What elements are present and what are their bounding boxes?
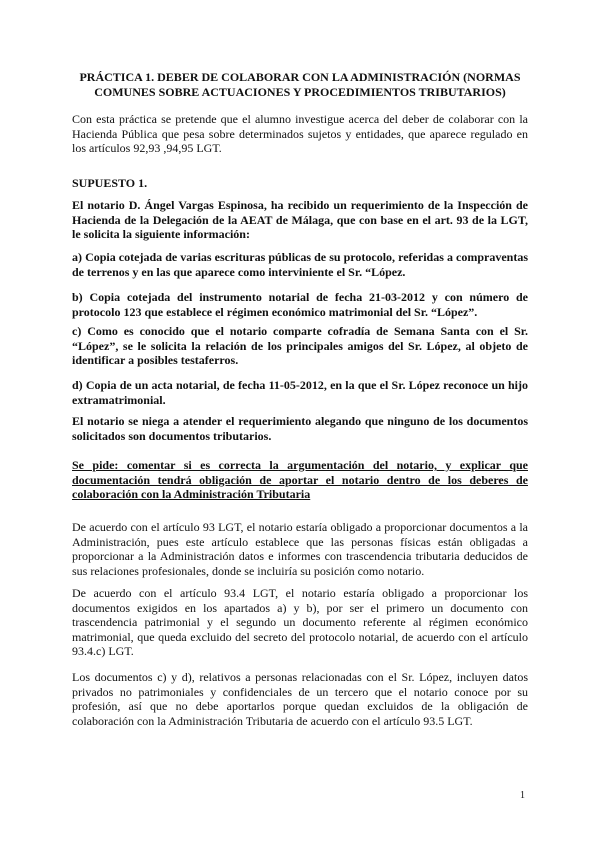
document-title: PRÁCTICA 1. DEBER DE COLABORAR CON LA ADMINISTRACIÓN (NORMAS COMUNES SOBRE ACTUACIONES Y PROCEDIMIENTOS TRIBUTARIOS) bbox=[79, 70, 521, 99]
answer-paragraph-2: De acuerdo con el artículo 93.4 LGT, el notario estaría obligado a proporcionar los documentos exigidos en los apartados a) y b), por ser el primero un documento con trascendencia patrimonial y el segundo un documento referente al régimen económico matrimonial, que queda excluido del secreto del protocolo notarial, de acuerdo con el artículo 93.4.c) LGT. bbox=[72, 586, 528, 658]
answer-paragraph-1: De acuerdo con el artículo 93 LGT, el notario estaría obligado a proporcionar documentos a la Administración, pues este artículo establece que las personas físicas están obligadas a proporcionar a la Administración datos e informes con trascendencia tributaria deducidos de sus relaciones profesionales, donde se incluiría su posición como notario. bbox=[72, 520, 528, 578]
item-d: d) Copia de un acta notarial, de fecha 11-05-2012, en la que el Sr. López reconoce un hijo extramatrimonial. bbox=[72, 378, 528, 407]
question-paragraph: Se pide: comentar si es correcta la argumentación del notario, y explicar que documentación tendrá obligación de aportar el notario dentro de los deberes de colaboración con la Administración Tributaria bbox=[72, 458, 528, 501]
answer-paragraph-3: Los documentos c) y d), relativos a personas relacionadas con el Sr. López, incluyen datos privados no patrimoniales y confidenciales de un tercero que el notario conoce por su profesión, así que no debe aportarlos porque quedan excluidos de la obligación de colaboración con la Administración Tributaria de acuerdo con el artículo 93.5 LGT. bbox=[72, 670, 528, 728]
item-b: b) Copia cotejada del instrumento notarial de fecha 21-03-2012 y con número de protocolo 123 que establece el régimen económico matrimonial del Sr. “López”. bbox=[72, 290, 528, 319]
item-a: a) Copia cotejada de varias escrituras públicas de su protocolo, referidas a compraventas de terrenos y en las que aparece como interviniente el Sr. “López. bbox=[72, 250, 528, 279]
item-c: c) Como es conocido que el notario comparte cofradía de Semana Santa con el Sr. “López”, se le solicita la relación de los principales amigos del Sr. López, al objeto de identificar a posibles testaferros. bbox=[72, 324, 528, 367]
intro-paragraph: Con esta práctica se pretende que el alumno investigue acerca del deber de colaborar con la Hacienda Pública que pesa sobre determinados sujetos y entidades, que aparece regulado en los artículos 92,93 ,94,95 LGT. bbox=[72, 112, 528, 155]
page-number: 1 bbox=[520, 790, 525, 801]
refusal-paragraph: El notario se niega a atender el requerimiento alegando que ninguno de los documentos solicitados son documentos tributarios. bbox=[72, 414, 528, 443]
supuesto-heading: SUPUESTO 1. bbox=[72, 176, 148, 190]
statement-paragraph: El notario D. Ángel Vargas Espinosa, ha recibido un requerimiento de la Inspección de Hacienda de la Delegación de la AEAT de Málaga, que con base en el art. 93 de la LGT, le solicita la siguiente información: bbox=[72, 198, 528, 241]
